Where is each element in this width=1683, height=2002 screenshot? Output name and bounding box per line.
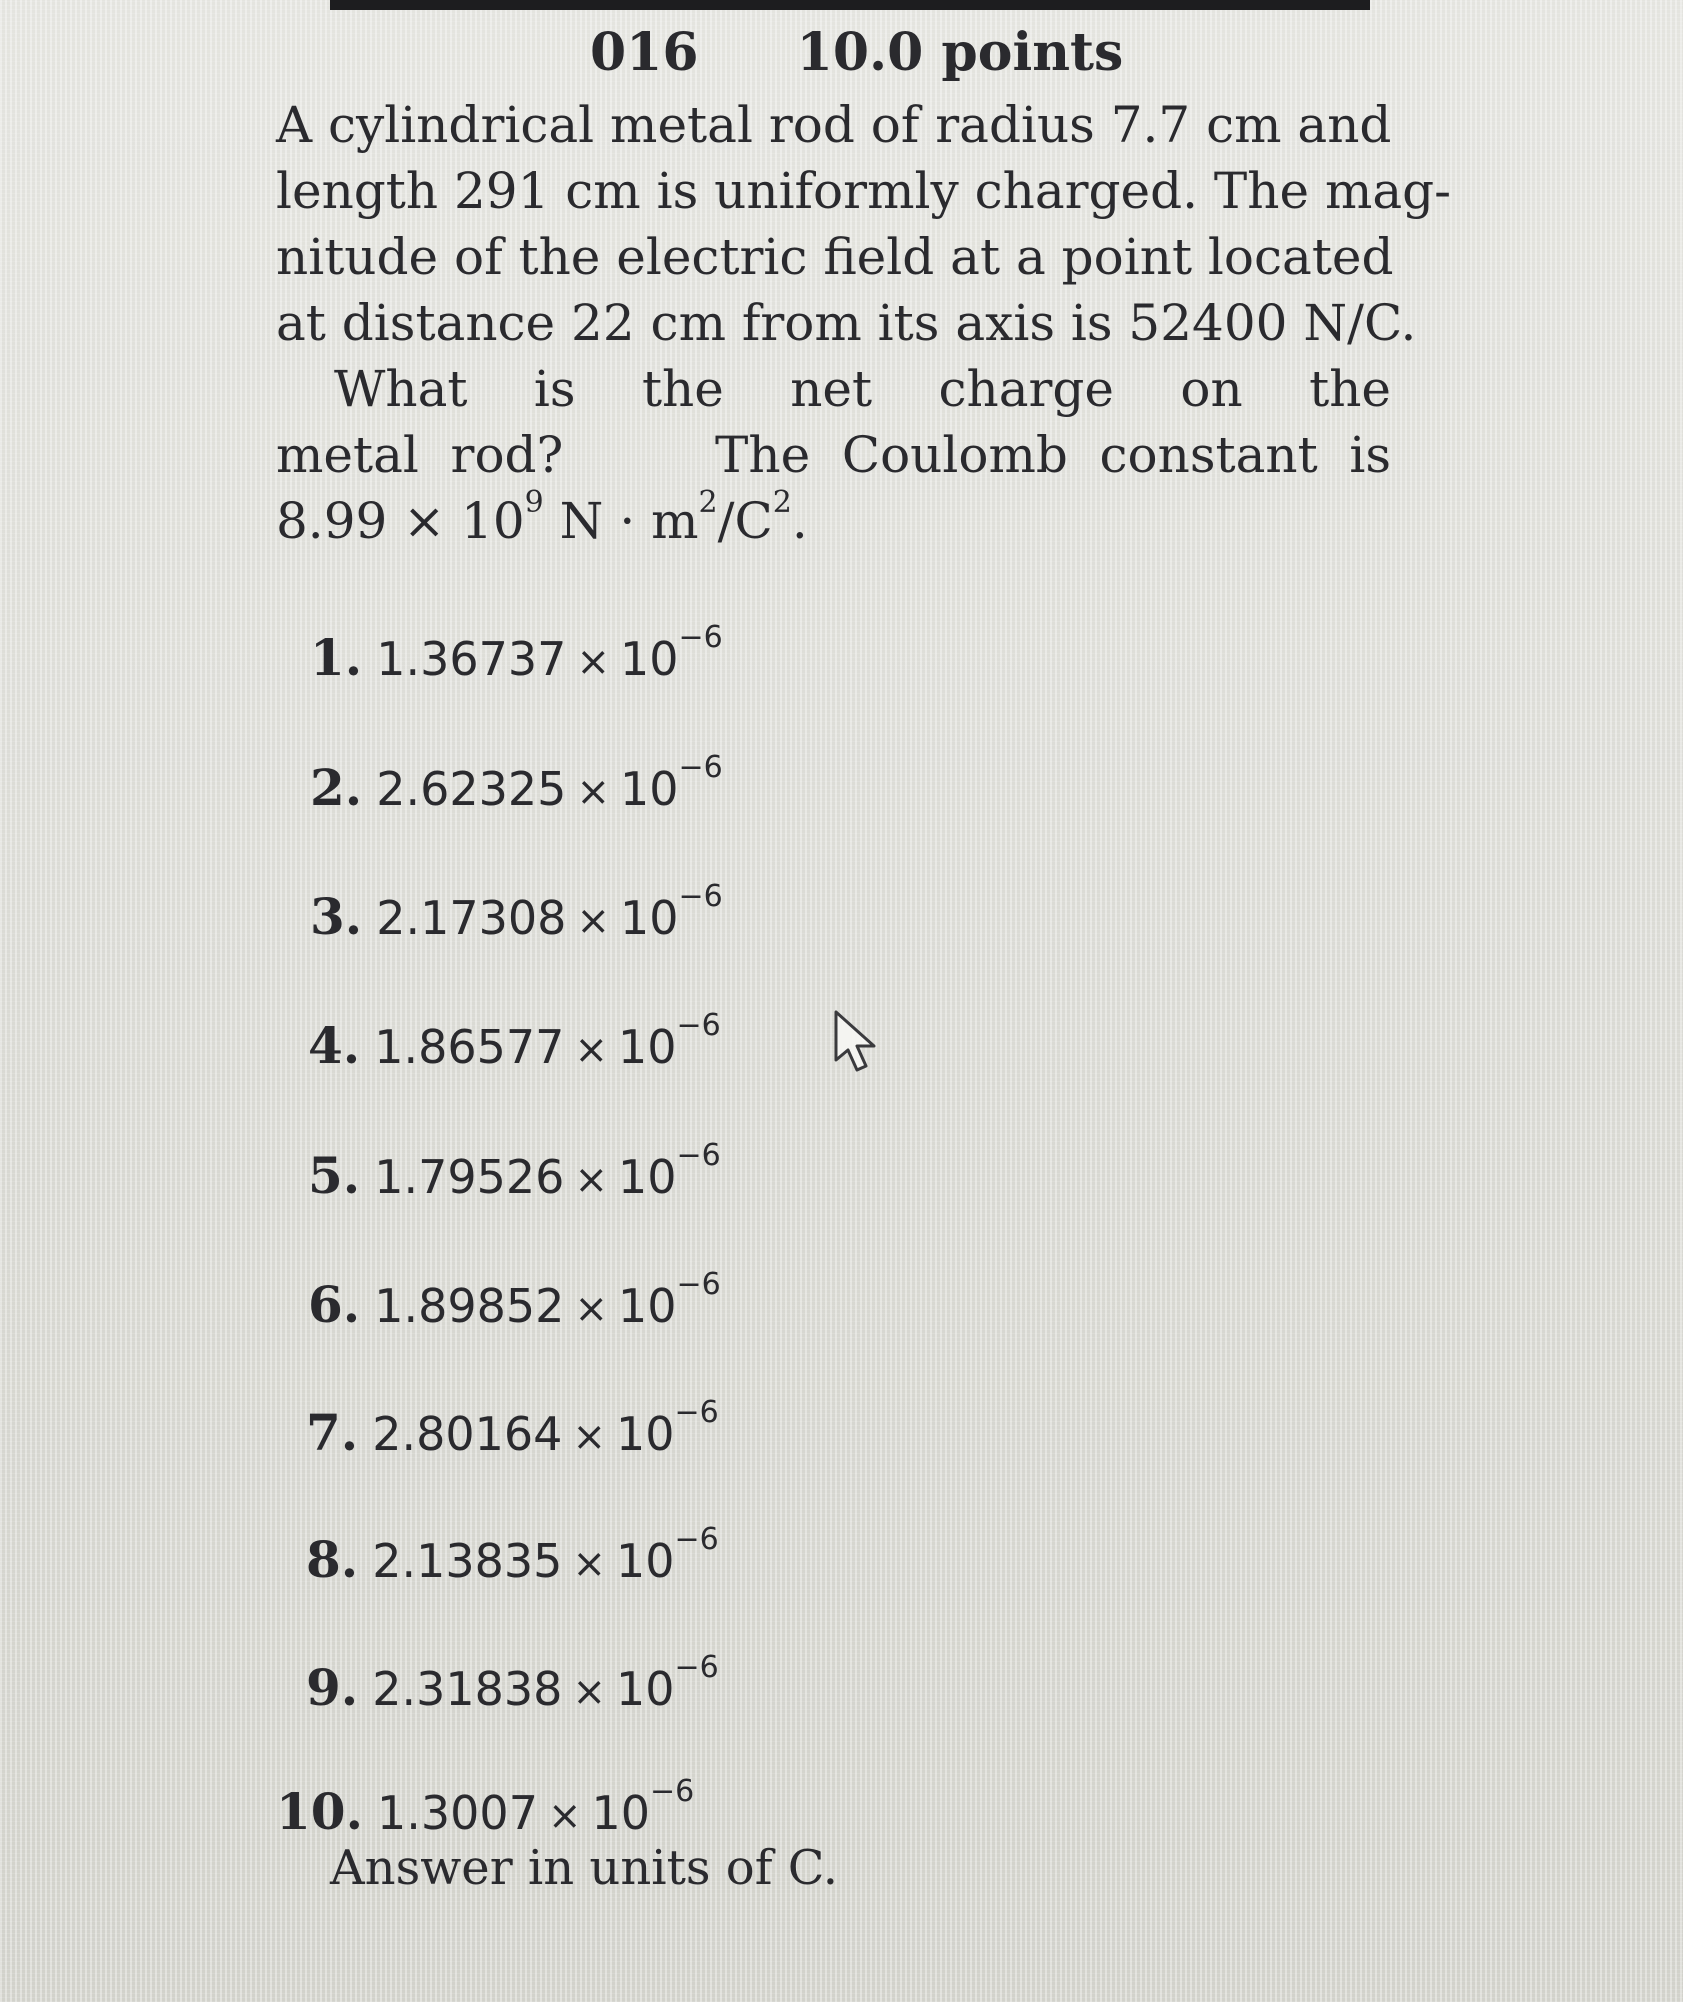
choice-base: 10 xyxy=(615,1534,675,1588)
question-line xyxy=(276,356,1391,422)
question-word: Coulomb xyxy=(841,426,1068,484)
constant-unit-exponent: 2 xyxy=(698,485,718,520)
choice-label: 6. xyxy=(308,1275,361,1334)
choice-exponent: −6 xyxy=(674,1395,719,1430)
choice-base: 10 xyxy=(615,1662,675,1716)
problem-header xyxy=(590,22,1123,83)
choice-base: 10 xyxy=(619,762,679,816)
constant-unit: N · m xyxy=(559,492,699,550)
choice-base: 10 xyxy=(619,891,679,945)
choice-times: × xyxy=(574,1027,608,1073)
answer-choice[interactable] xyxy=(310,620,723,687)
choice-base: 10 xyxy=(617,1020,677,1074)
constant-base: 10 xyxy=(461,492,525,550)
choice-exponent: −6 xyxy=(676,1138,721,1173)
coulomb-constant xyxy=(276,485,1391,554)
question-word: What xyxy=(334,360,468,418)
choice-value: 2.62325 xyxy=(376,762,567,816)
question-word: metal xyxy=(276,426,419,484)
choice-value: 2.31838 xyxy=(372,1662,563,1716)
question-word: net xyxy=(790,360,873,418)
choice-label: 3. xyxy=(310,887,363,946)
choice-label: 10. xyxy=(276,1782,363,1841)
constant-period: . xyxy=(791,492,808,550)
choice-times: × xyxy=(576,898,610,944)
problem-number: 016 xyxy=(590,22,699,83)
answer-choice[interactable] xyxy=(306,1522,719,1589)
choice-times: × xyxy=(574,1286,608,1332)
constant-exponent: 9 xyxy=(524,485,544,520)
statement-line: length 291 cm is uniformly charged. The mag- xyxy=(276,162,1452,220)
answer-choice[interactable] xyxy=(308,1267,721,1334)
choice-exponent: −6 xyxy=(674,1522,719,1557)
question-word: on xyxy=(1180,360,1243,418)
choice-value: 1.36737 xyxy=(376,632,567,686)
constant-unit-denominator: /C xyxy=(717,492,773,550)
choice-exponent: −6 xyxy=(650,1774,695,1809)
choice-exponent: −6 xyxy=(678,879,723,914)
choice-exponent: −6 xyxy=(678,620,723,655)
choice-base: 10 xyxy=(617,1150,677,1204)
choice-label: 7. xyxy=(306,1403,359,1462)
choice-value: 2.17308 xyxy=(376,891,567,945)
answer-choice[interactable] xyxy=(308,1008,721,1075)
question-word: the xyxy=(1309,360,1391,418)
constant-times: × xyxy=(403,492,446,550)
statement-line: at distance 22 cm from its axis is 52400 N/C. xyxy=(276,294,1417,352)
answer-choice[interactable] xyxy=(308,1138,721,1205)
choice-value: 1.89852 xyxy=(374,1279,565,1333)
choice-exponent: −6 xyxy=(674,1650,719,1685)
choice-times: × xyxy=(572,1669,606,1715)
choice-label: 8. xyxy=(306,1530,359,1589)
statement-line: nitude of the electric field at a point located xyxy=(276,228,1394,286)
constant-mantissa: 8.99 xyxy=(276,492,388,550)
question-word: the xyxy=(641,360,724,418)
top-divider xyxy=(330,0,1370,10)
answer-choice[interactable] xyxy=(306,1650,719,1717)
choice-exponent: −6 xyxy=(676,1008,721,1043)
choice-label: 2. xyxy=(310,758,363,817)
choice-label: 4. xyxy=(308,1016,361,1075)
choice-times: × xyxy=(574,1157,608,1203)
statement-line: A cylindrical metal rod of radius 7.7 cm and xyxy=(276,96,1392,154)
question-line-2 xyxy=(276,422,1391,488)
choice-value: 1.79526 xyxy=(374,1150,565,1204)
choice-times: × xyxy=(547,1793,582,1839)
choice-value: 1.3007 xyxy=(377,1786,538,1840)
choice-times: × xyxy=(572,1414,606,1460)
choice-label: 9. xyxy=(306,1658,359,1717)
choice-times: × xyxy=(576,639,610,685)
question-word: charge xyxy=(938,360,1115,418)
problem-points: 10.0 points xyxy=(796,22,1124,83)
choice-value: 1.86577 xyxy=(374,1020,565,1074)
choice-base: 10 xyxy=(615,1407,675,1461)
choice-base: 10 xyxy=(619,632,679,686)
choice-times: × xyxy=(572,1541,606,1587)
choice-base: 10 xyxy=(591,1786,651,1840)
choice-exponent: −6 xyxy=(676,1267,721,1302)
answer-choice[interactable] xyxy=(310,750,723,817)
constant-denominator-exponent: 2 xyxy=(772,485,792,520)
question-word: is xyxy=(533,360,576,418)
answer-choice[interactable] xyxy=(306,1395,719,1462)
choice-label: 1. xyxy=(310,628,363,687)
question-word: The xyxy=(715,426,811,484)
choice-exponent: −6 xyxy=(678,750,723,785)
mouse-pointer-icon xyxy=(830,1008,890,1078)
choice-base: 10 xyxy=(617,1279,677,1333)
answer-choice[interactable] xyxy=(310,879,723,946)
problem-statement xyxy=(276,92,1452,554)
choice-times: × xyxy=(576,769,610,815)
choice-value: 2.13835 xyxy=(372,1534,563,1588)
question-word: is xyxy=(1349,426,1391,484)
choice-value: 2.80164 xyxy=(372,1407,563,1461)
answer-units: Answer in units of C. xyxy=(330,1840,838,1896)
question-word: rod? xyxy=(450,426,564,484)
question-word: constant xyxy=(1099,426,1318,484)
choice-label: 5. xyxy=(308,1146,361,1205)
answer-choice[interactable] xyxy=(276,1774,695,1841)
